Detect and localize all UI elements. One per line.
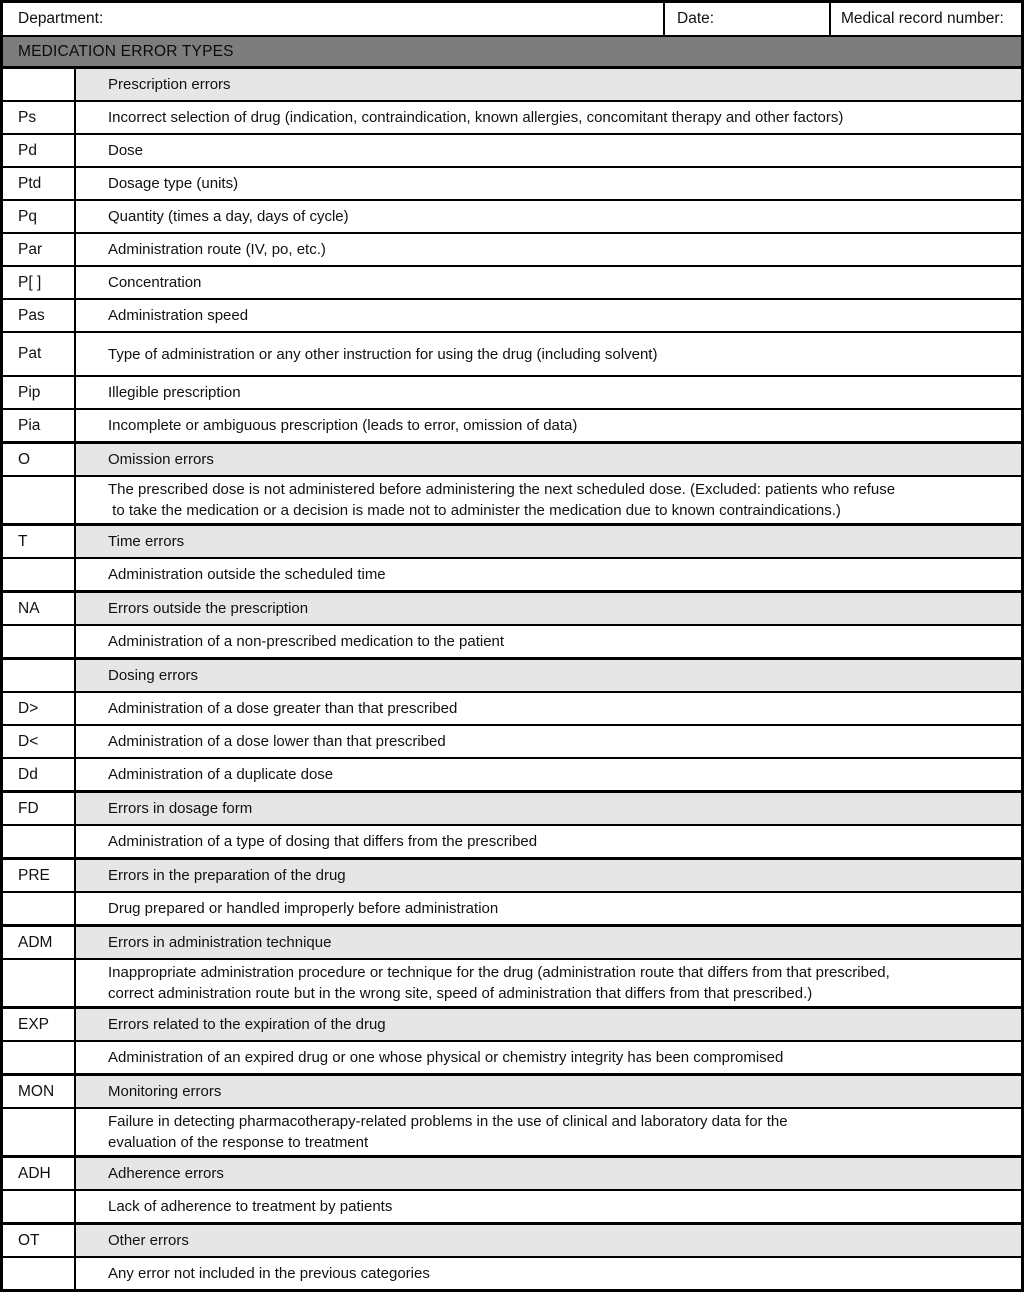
error-description: Administration of a dose greater than that prescribed xyxy=(76,693,1021,724)
department-field xyxy=(3,3,663,35)
error-code xyxy=(3,477,76,523)
table-row xyxy=(3,265,1021,298)
error-code xyxy=(3,1109,76,1155)
table-row xyxy=(3,1222,1021,1256)
error-code: ADM xyxy=(3,927,76,958)
table-row xyxy=(3,441,1021,475)
error-description: Administration of a dose lower than that prescribed xyxy=(76,726,1021,757)
error-description: Administration of a type of dosing that differs from the prescribed xyxy=(76,826,1021,857)
table-row xyxy=(3,924,1021,958)
table-row xyxy=(3,375,1021,408)
table-row xyxy=(3,100,1021,133)
error-type-table xyxy=(3,69,1021,1289)
error-code: FD xyxy=(3,793,76,824)
error-description: Errors related to the expiration of the drug xyxy=(76,1009,1021,1040)
table-row xyxy=(3,790,1021,824)
error-code: T xyxy=(3,526,76,557)
error-description: Errors in dosage form xyxy=(76,793,1021,824)
error-description: Illegible prescription xyxy=(76,377,1021,408)
table-row xyxy=(3,331,1021,375)
table-row xyxy=(3,475,1021,523)
error-code xyxy=(3,69,76,100)
error-code: Pip xyxy=(3,377,76,408)
error-code: Pd xyxy=(3,135,76,166)
error-code xyxy=(3,1258,76,1289)
table-row xyxy=(3,166,1021,199)
medical-record-number-label: Medical record number: xyxy=(841,10,1004,27)
error-description: Administration speed xyxy=(76,300,1021,331)
table-row xyxy=(3,1189,1021,1222)
table-row xyxy=(3,824,1021,857)
error-code: Pia xyxy=(3,410,76,441)
error-description: Inappropriate administration procedure or technique for the drug (administration route that differs from that prescribed, correct administration route but in the wrong site, speed of administration that differs from that prescribed.) xyxy=(76,960,1021,1006)
error-description: Failure in detecting pharmacotherapy-related problems in the use of clinical and laboratory data for the evaluation of the response to treatment xyxy=(76,1109,1021,1155)
error-description: Errors outside the prescription xyxy=(76,593,1021,624)
table-row xyxy=(3,1107,1021,1155)
error-description: Time errors xyxy=(76,526,1021,557)
error-code: Ps xyxy=(3,102,76,133)
error-description: Concentration xyxy=(76,267,1021,298)
error-description: Dosing errors xyxy=(76,660,1021,691)
error-code: ADH xyxy=(3,1158,76,1189)
error-description: Incorrect selection of drug (indication, contraindication, known allergies, concomitant therapy and other factors) xyxy=(76,102,1021,133)
table-row xyxy=(3,590,1021,624)
error-code: OT xyxy=(3,1225,76,1256)
table-row xyxy=(3,408,1021,441)
error-code: D> xyxy=(3,693,76,724)
error-description: The prescribed dose is not administered before administering the next scheduled dose. (Excluded: patients who refuse to take the medication or a decision is made not to administer the medication due to known contraindications.) xyxy=(76,477,1021,523)
error-description: Administration of a duplicate dose xyxy=(76,759,1021,790)
error-code: EXP xyxy=(3,1009,76,1040)
table-row xyxy=(3,624,1021,657)
error-code: Pas xyxy=(3,300,76,331)
error-code: NA xyxy=(3,593,76,624)
error-description: Other errors xyxy=(76,1225,1021,1256)
section-title-bar xyxy=(3,37,1021,69)
department-label: Department: xyxy=(18,10,104,27)
table-row xyxy=(3,857,1021,891)
table-row xyxy=(3,1256,1021,1289)
error-description: Prescription errors xyxy=(76,69,1021,100)
error-description: Administration outside the scheduled time xyxy=(76,559,1021,590)
table-row xyxy=(3,1006,1021,1040)
error-description: Quantity (times a day, days of cycle) xyxy=(76,201,1021,232)
error-description: Omission errors xyxy=(76,444,1021,475)
error-code xyxy=(3,1042,76,1073)
error-code: Par xyxy=(3,234,76,265)
error-description: Any error not included in the previous categories xyxy=(76,1258,1021,1289)
error-code: Pat xyxy=(3,333,76,375)
error-code xyxy=(3,559,76,590)
error-description: Administration route (IV, po, etc.) xyxy=(76,234,1021,265)
section-title: MEDICATION ERROR TYPES xyxy=(18,42,234,60)
error-description: Errors in administration technique xyxy=(76,927,1021,958)
error-description: Administration of an expired drug or one whose physical or chemistry integrity has been compromised xyxy=(76,1042,1021,1073)
error-description: Adherence errors xyxy=(76,1158,1021,1189)
error-code: Pq xyxy=(3,201,76,232)
error-code: P[ ] xyxy=(3,267,76,298)
table-row xyxy=(3,523,1021,557)
error-code: Ptd xyxy=(3,168,76,199)
error-code xyxy=(3,826,76,857)
table-row xyxy=(3,1040,1021,1073)
error-description: Drug prepared or handled improperly before administration xyxy=(76,893,1021,924)
error-description: Dose xyxy=(76,135,1021,166)
error-description: Dosage type (units) xyxy=(76,168,1021,199)
error-code xyxy=(3,1191,76,1222)
error-code xyxy=(3,893,76,924)
error-code: Dd xyxy=(3,759,76,790)
error-description: Type of administration or any other instruction for using the drug (including solvent) xyxy=(76,333,1021,375)
table-row xyxy=(3,232,1021,265)
error-description: Errors in the preparation of the drug xyxy=(76,860,1021,891)
table-row xyxy=(3,1073,1021,1107)
table-row xyxy=(3,133,1021,166)
error-code: PRE xyxy=(3,860,76,891)
table-row xyxy=(3,69,1021,100)
table-row xyxy=(3,1155,1021,1189)
date-field xyxy=(663,3,829,35)
table-row xyxy=(3,657,1021,691)
form-header-row xyxy=(3,3,1021,37)
table-row xyxy=(3,958,1021,1006)
date-label: Date: xyxy=(677,10,715,27)
error-description: Lack of adherence to treatment by patients xyxy=(76,1191,1021,1222)
error-description: Administration of a non-prescribed medication to the patient xyxy=(76,626,1021,657)
error-code: O xyxy=(3,444,76,475)
error-code xyxy=(3,660,76,691)
table-row xyxy=(3,691,1021,724)
medical-record-number-field xyxy=(829,3,1021,35)
table-row xyxy=(3,199,1021,232)
error-code: MON xyxy=(3,1076,76,1107)
error-code xyxy=(3,960,76,1006)
table-row xyxy=(3,298,1021,331)
table-row xyxy=(3,891,1021,924)
error-code: D< xyxy=(3,726,76,757)
error-description: Monitoring errors xyxy=(76,1076,1021,1107)
table-row xyxy=(3,557,1021,590)
table-row xyxy=(3,724,1021,757)
table-row xyxy=(3,757,1021,790)
error-code xyxy=(3,626,76,657)
error-description: Incomplete or ambiguous prescription (leads to error, omission of data) xyxy=(76,410,1021,441)
